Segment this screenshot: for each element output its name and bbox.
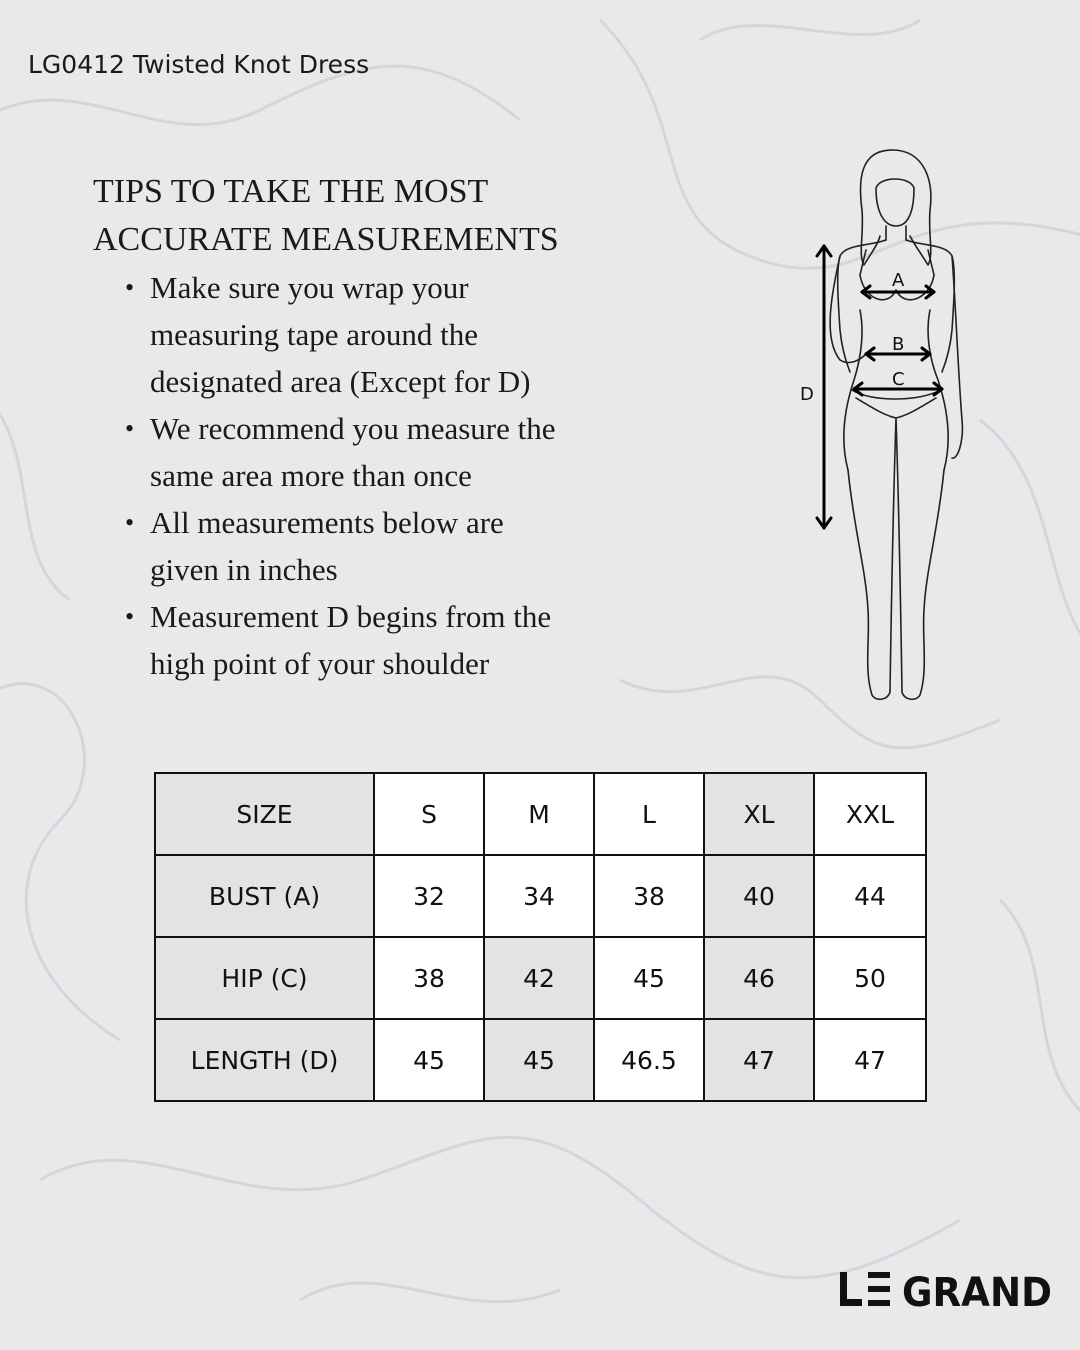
tips-heading	[93, 168, 653, 264]
value-cell: 45	[374, 1019, 484, 1101]
size-cell: L	[594, 773, 704, 855]
size-cell: XL	[704, 773, 814, 855]
tip-item: • We recommend you measure the same area more than once	[93, 405, 620, 499]
row-label-cell: BUST (A)	[155, 855, 374, 937]
value-cell: 34	[484, 855, 594, 937]
tip-item: • Make sure you wrap your measuring tape around the designated area (Except for D)	[93, 264, 590, 405]
value-cell: 40	[704, 855, 814, 937]
value-cell: 47	[704, 1019, 814, 1101]
value-cell: 38	[594, 855, 704, 937]
tip-item: • All measurements below are given in inches	[93, 499, 570, 593]
size-cell: M	[484, 773, 594, 855]
value-cell: 44	[814, 855, 926, 937]
size-chart-table	[154, 772, 927, 1102]
tip-item: • Measurement D begins from the high point of your shoulder	[93, 593, 610, 687]
table-row	[155, 773, 926, 855]
size-cell: S	[374, 773, 484, 855]
table-row	[155, 937, 926, 1019]
svg-text:GRAND: GRAND	[902, 1270, 1052, 1310]
table-row	[155, 1019, 926, 1101]
value-cell: 42	[484, 937, 594, 1019]
measurement-tips	[93, 168, 653, 687]
tips-list	[93, 264, 653, 687]
figure-label-a: A	[892, 270, 905, 291]
value-cell: 45	[594, 937, 704, 1019]
value-cell: 45	[484, 1019, 594, 1101]
size-cell: XXL	[814, 773, 926, 855]
value-cell: 50	[814, 937, 926, 1019]
tips-heading-line2: ACCURATE MEASUREMENTS	[93, 221, 559, 258]
tips-heading-line1: TIPS TO TAKE THE MOST	[93, 173, 489, 210]
row-label-cell: LENGTH (D)	[155, 1019, 374, 1101]
brand-logo	[840, 1268, 1055, 1310]
table-row	[155, 855, 926, 937]
figure-label-d: D	[800, 384, 814, 405]
row-label-cell: HIP (C)	[155, 937, 374, 1019]
value-cell: 46.5	[594, 1019, 704, 1101]
value-cell: 38	[374, 937, 484, 1019]
value-cell: 46	[704, 937, 814, 1019]
figure-label-b: B	[892, 334, 905, 355]
body-measurement-figure	[780, 140, 1000, 710]
value-cell: 32	[374, 855, 484, 937]
size-header-cell: SIZE	[155, 773, 374, 855]
product-title: LG0412 Twisted Knot Dress	[28, 50, 370, 79]
value-cell: 47	[814, 1019, 926, 1101]
figure-label-c: C	[892, 369, 905, 390]
